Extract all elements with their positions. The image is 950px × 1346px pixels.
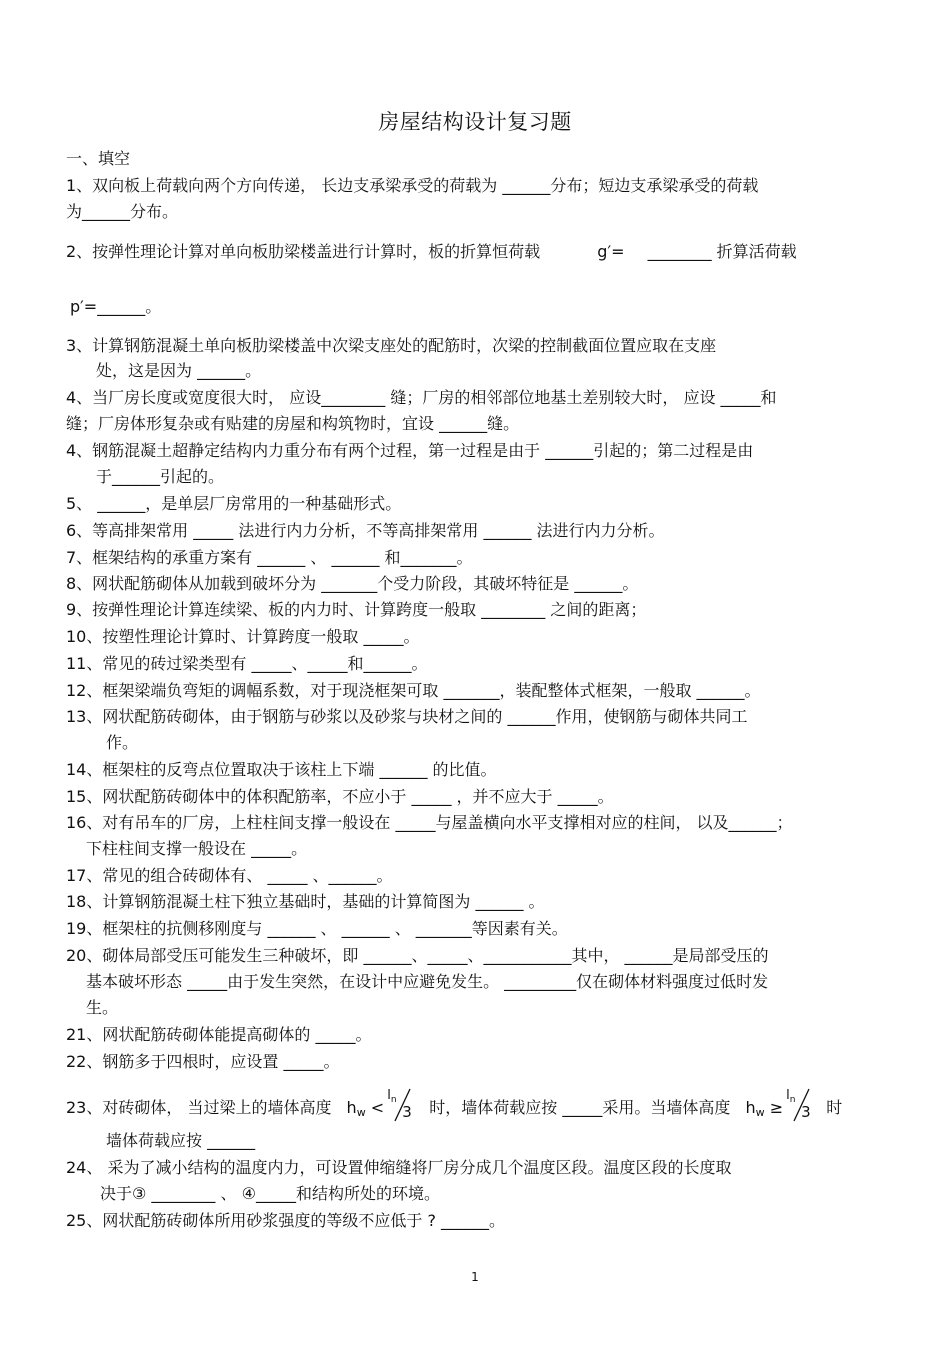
question-13-line-2: 作。 [106, 733, 139, 752]
question-20-line-1: 20、砌体局部受压可能发生三种破坏，即 ______、_____、___________其中， ______是局部受压的 [66, 946, 769, 965]
section-heading: 一、填空 [66, 149, 131, 168]
ln-over-3-fraction-2 [783, 1088, 817, 1122]
question-16-line-2: 下柱柱间支撑一般设在 _____。 [86, 839, 308, 858]
question-15: 15、网状配筋砖砌体中的体积配筋率，不应小于 _____ ，并不应大于 _____。 [66, 787, 614, 806]
less-than-symbol: < [370, 1098, 385, 1117]
question-1-line-1: 1、双向板上荷载向两个方向传递， 长边支承梁承受的荷载为 ______分布；短边支承梁承受的荷载 [66, 176, 759, 195]
wall-height-symbol [347, 1098, 366, 1117]
question-2-line-2: p′=______。 [70, 297, 162, 316]
denominator-3-2: 3 [801, 1103, 811, 1121]
n-subscript-2: n [789, 1095, 796, 1105]
question-24-line-2: 决于③ ________ 、 ④_____和结构所处的环境。 [100, 1184, 440, 1203]
question-23-line-2: 墙体荷载应按 ______ [106, 1131, 256, 1150]
question-23-line-1 [66, 1088, 843, 1123]
question-23-text-b: 时，墙体荷载应按 _____采用。当墙体高度 [429, 1098, 731, 1117]
h-symbol: h [346, 1098, 357, 1117]
question-23-text-c: 时 [826, 1098, 843, 1117]
question-23-text-a: 23、对砖砌体， 当过梁上的墙体高度 [66, 1098, 332, 1117]
w-subscript-2: w [755, 1106, 765, 1119]
w-subscript: w [356, 1106, 366, 1119]
question-19: 19、框架柱的抗侧移刚度与 ______ 、 ______ 、 _______等因素有关。 [66, 919, 568, 938]
question-20-line-2: 基本破坏形态 _____由于发生突然，在设计中应避免发生。 _________仅在砌体材料强度过低时发 [86, 972, 769, 991]
l-symbol-2: l [786, 1088, 790, 1103]
question-7: 7、框架结构的承重方案有 ______ 、 ______ 和_______。 [66, 548, 473, 567]
page-number: 1 [471, 1270, 479, 1284]
question-11: 11、常见的砖过梁类型有 _____、_____和______。 [66, 654, 428, 673]
question-4b-line-1: 4、钢筋混凝土超静定结构内力重分布有两个过程，第一过程是由于 ______引起的；第二过程是由 [66, 441, 754, 460]
question-2-line-1 [66, 242, 797, 262]
question-4a-line-1: 4、当厂房长度或宽度很大时， 应设________ 缝；厂房的相邻部位地基土差别较大时， 应设 _____和 [66, 388, 777, 407]
question-17: 17、常见的组合砖砌体有、 _____ 、______。 [66, 866, 393, 885]
question-4a-line-2: 缝；厂房体形复杂或有贴建的房屋和构筑物时，宜设 ______缝。 [66, 414, 520, 433]
question-2-g-symbol: g′= [597, 242, 625, 261]
question-3-line-1: 3、计算钢筋混凝土单向板肋梁楼盖中次梁支座处的配筋时，次梁的控制截面位置应取在支座 [66, 336, 717, 355]
question-6: 6、等高排架常用 _____ 法进行内力分析，不等高排架常用 ______ 法进行内力分析。 [66, 521, 665, 540]
greater-equal-symbol: ≥ [769, 1098, 784, 1117]
question-1-line-2: 为______分布。 [66, 202, 179, 221]
denominator-3: 3 [402, 1103, 412, 1121]
question-13-line-1: 13、网状配筋砖砌体，由于钢筋与砂浆以及砂浆与块材之间的 ______作用，使钢筋与砌体共同工 [66, 707, 748, 726]
question-2-tail: ________ 折算活荷载 [647, 242, 797, 261]
question-21: 21、网状配筋砖砌体能提高砌体的 _____。 [66, 1025, 372, 1044]
question-22: 22、钢筋多于四根时，应设置 _____。 [66, 1052, 340, 1071]
ln-over-3-fraction [384, 1088, 418, 1122]
h-symbol-2: h [745, 1098, 756, 1117]
question-2-text: 2、按弹性理论计算对单向板肋梁楼盖进行计算时，板的折算恒荷载 [66, 242, 541, 261]
question-24-line-1: 24、 采为了减小结构的温度内力，可设置伸缩缝将厂房分成几个温度区段。温度区段的长度取 [66, 1158, 732, 1177]
question-16-line-1: 16、对有吊车的厂房，上柱柱间支撑一般设在 _____与屋盖横向水平支撑相对应的柱间， 以及______； [66, 813, 793, 832]
question-18: 18、计算钢筋混凝土柱下独立基础时，基础的计算简图为 ______ 。 [66, 892, 545, 911]
question-5: 5、 ______，是单层厂房常用的一种基础形式。 [66, 494, 402, 513]
question-8: 8、网状配筋砌体从加载到破坏分为 _______个受力阶段，其破坏特征是 ______。 [66, 574, 639, 593]
question-25: 25、网状配筋砖砌体所用砂浆强度的等级不应低于 ? ______。 [66, 1211, 506, 1230]
question-14: 14、框架柱的反弯点位置取决于该柱上下端 ______ 的比值。 [66, 760, 497, 779]
question-12: 12、框架梁端负弯矩的调幅系数，对于现浇框架可取 _______，装配整体式框架，一般取 ______。 [66, 681, 761, 700]
question-10: 10、按塑性理论计算时、计算跨度一般取 _____。 [66, 627, 420, 646]
question-20-line-3: 生。 [86, 998, 119, 1017]
l-symbol: l [387, 1088, 391, 1103]
n-subscript: n [390, 1095, 397, 1105]
document-title: 房屋结构设计复习题 [378, 110, 572, 134]
question-3-line-2: 处，这是因为 ______。 [96, 361, 262, 380]
question-9: 9、按弹性理论计算连续梁、板的内力时、计算跨度一般取 ________ 之间的距离； [66, 600, 647, 619]
wall-height-symbol-2 [745, 1098, 764, 1117]
question-4b-line-2: 于______引起的。 [96, 467, 225, 486]
